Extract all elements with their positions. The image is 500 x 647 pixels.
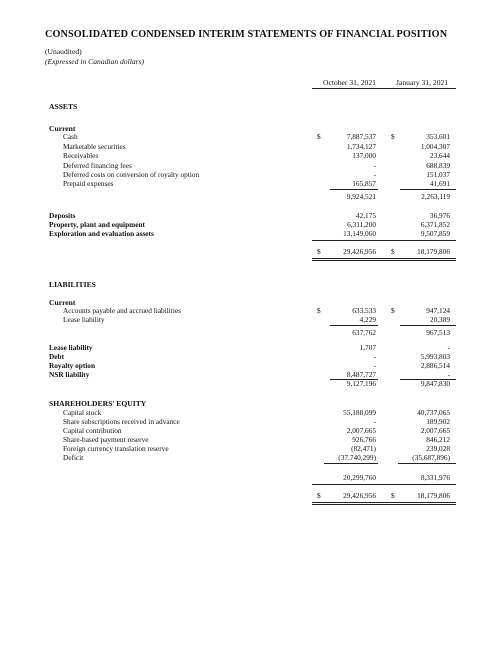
subtotal-rule (400, 189, 456, 190)
currency-symbol: $ (317, 132, 321, 141)
value-jan: 151,037 (426, 170, 450, 179)
current-liabilities-total-jan: 967,513 (426, 328, 450, 337)
liabilities-heading: LIABILITIES (49, 280, 96, 289)
assets-current-heading: Current (49, 124, 76, 133)
value-oct: 1,734,127 (346, 142, 376, 151)
value-jan: 40,737,065 (417, 408, 450, 417)
value-oct: 6,311,200 (347, 220, 376, 229)
subtotal-rule (400, 325, 456, 326)
total-liabilities-oct: 9,127,196 (346, 379, 376, 388)
value-oct: 2,007,665 (346, 426, 376, 435)
value-jan: 41,691 (429, 179, 450, 188)
currency-symbol: $ (317, 491, 321, 500)
value-jan: 20,389 (429, 315, 450, 324)
currency-symbol: $ (391, 491, 395, 500)
currency-symbol: $ (391, 132, 395, 141)
row-label: Share subscriptions received in advance (63, 417, 180, 426)
column-header-jan-2021: January 31, 2021 (396, 78, 449, 87)
value-jan: 1,004,307 (420, 142, 450, 151)
value-jan: 5,993,803 (420, 352, 450, 361)
statement-title: CONSOLIDATED CONDENSED INTERIM STATEMENTS OF FINANCIAL POSITION (45, 29, 448, 40)
value-oct: - (373, 352, 376, 361)
currency-symbol: $ (391, 247, 395, 256)
value-oct: - (373, 361, 376, 370)
row-label: NSR liability (49, 370, 90, 379)
value-oct: (82,471) (351, 444, 376, 453)
value-oct: 8,487,727 (346, 370, 376, 379)
value-oct: 633,533 (352, 306, 376, 315)
value-jan: 6,371,852 (420, 220, 450, 229)
subtotal-rule (330, 189, 378, 190)
liabilities-current-heading: Current (49, 298, 76, 307)
row-label: Deposits (49, 211, 76, 220)
double-rule (312, 502, 456, 503)
value-oct: 137,000 (352, 151, 376, 160)
value-jan: 947,124 (426, 306, 450, 315)
total-assets-oct: 29,426,956 (343, 247, 376, 256)
header-rule (312, 88, 456, 89)
total-rule (312, 240, 456, 241)
total-liabilities-and-equity-oct: 29,426,956 (343, 491, 376, 500)
value-oct: 926,766 (352, 435, 376, 444)
subtotal-rule (398, 463, 456, 464)
value-oct: 13,149,060 (343, 229, 376, 238)
value-oct: - (373, 161, 376, 170)
row-label: Cash (63, 132, 78, 141)
row-label: Royalty option (49, 361, 96, 370)
row-label: Property, plant and equipment (49, 220, 145, 229)
value-jan: - (447, 343, 450, 352)
row-label: Deferred costs on conversion of royalty option (63, 170, 200, 179)
column-header-oct-2021: October 31, 2021 (323, 78, 376, 87)
value-jan: 2,007,665 (420, 426, 450, 435)
value-jan: 36,976 (429, 211, 450, 220)
value-jan: (35,687,896) (412, 453, 450, 462)
value-oct: 42,175 (355, 211, 376, 220)
value-oct: 1,707 (359, 343, 376, 352)
value-jan: 23,644 (429, 151, 450, 160)
row-label: Lease liability (49, 343, 93, 352)
total-liabilities-and-equity-jan: 18,179,806 (417, 491, 450, 500)
row-label: Lease liability (63, 315, 105, 324)
currency-symbol: $ (317, 306, 321, 315)
value-jan: 239,028 (426, 444, 450, 453)
assets-heading: ASSETS (49, 102, 78, 111)
currency-symbol: $ (317, 247, 321, 256)
row-label: Capital stock (63, 408, 102, 417)
current-liabilities-total-oct: 637,762 (352, 328, 376, 337)
value-jan: - (447, 370, 450, 379)
value-oct: 165,857 (352, 179, 376, 188)
double-rule (312, 504, 456, 505)
value-oct: 55,188,099 (343, 408, 376, 417)
subtotal-rule (330, 325, 378, 326)
double-rule (312, 258, 456, 259)
row-label: Deficit (63, 453, 84, 462)
value-jan: 688,839 (426, 161, 450, 170)
current-assets-total-jan: 2,263,119 (421, 192, 450, 201)
value-jan: 353,601 (426, 132, 450, 141)
current-assets-total-oct: 9,924,521 (346, 192, 376, 201)
row-label: Capital contribution (63, 426, 122, 435)
total-rule (312, 484, 456, 485)
row-label: Prepaid expenses (63, 179, 114, 188)
row-label: Marketable securities (63, 142, 126, 151)
total-equity-jan: 8,331,976 (420, 473, 450, 482)
value-jan: 2,886,514 (420, 361, 450, 370)
total-liabilities-jan: 9,847,830 (420, 379, 450, 388)
equity-heading: SHAREHOLDERS' EQUITY (49, 399, 147, 408)
row-label: Deferred financing fees (63, 161, 132, 170)
currency-symbol: $ (391, 306, 395, 315)
row-label: Foreign currency translation reserve (63, 444, 169, 453)
value-oct: (37,740,299) (338, 453, 376, 462)
value-oct: 4,229 (359, 315, 376, 324)
currency-note: (Expressed in Canadian dollars) (45, 57, 145, 66)
total-equity-oct: 20,299,760 (343, 473, 376, 482)
value-oct: - (373, 170, 376, 179)
row-label: Receivables (63, 151, 99, 160)
value-jan: 189,902 (426, 417, 450, 426)
double-rule (312, 260, 456, 261)
row-label: Debt (49, 352, 64, 361)
row-label: Accounts payable and accrued liabilities (63, 306, 181, 315)
value-oct: - (373, 417, 376, 426)
row-label: Exploration and evaluation assets (49, 229, 154, 238)
unaudited-note: (Unaudited) (45, 47, 82, 56)
row-label: Share-based payment reserve (63, 435, 149, 444)
value-jan: 9,507,859 (420, 229, 450, 238)
value-oct: 7,887,537 (346, 132, 376, 141)
total-assets-jan: 18,179,806 (417, 247, 450, 256)
subtotal-rule (324, 463, 378, 464)
value-jan: 846,212 (426, 435, 450, 444)
